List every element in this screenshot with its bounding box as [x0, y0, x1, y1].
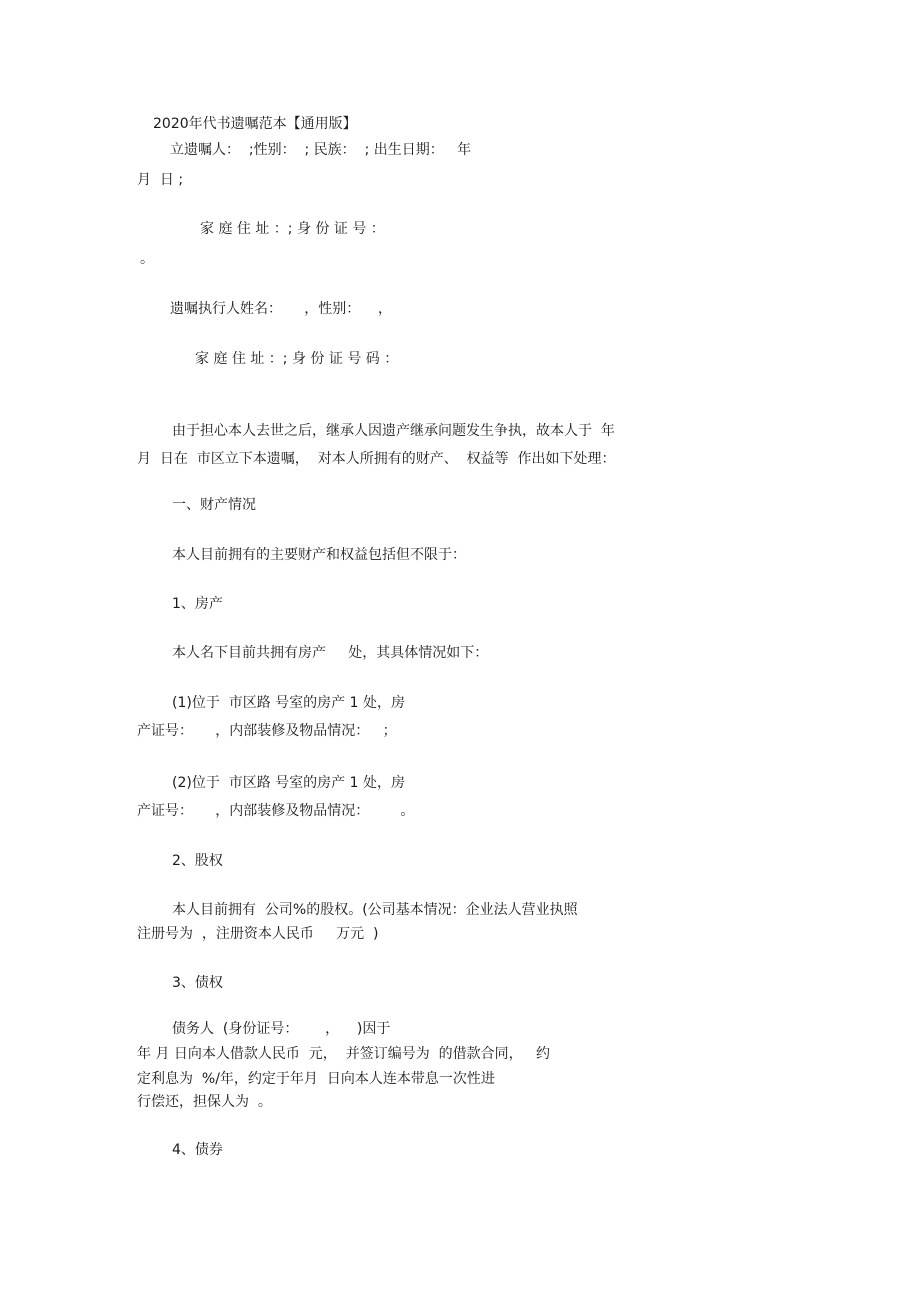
- debt-line-2: 年 月 日向本人借款人民币 元， 并签订编号为 的借款合同， 约: [137, 1046, 550, 1062]
- testator-line-2: 月 日 ;: [137, 172, 184, 188]
- house-2-line-1: (2)位于 市区路 号室的房产 1 处，房: [172, 775, 405, 791]
- debt-line-1: 债务人 (身份证号： ， )因于: [172, 1021, 391, 1037]
- debt-line-3: 定利息为 %/年，约定于年月 日向本人连本带息一次性进: [137, 1071, 495, 1087]
- testator-line-1: 立遗嘱人： ;性别： ; 民族： ; 出生日期： 年: [170, 142, 472, 158]
- equity-line-2: 注册号为 ，注册资本人民币 万元 ): [137, 926, 379, 942]
- item-1-heading: 1、房产: [172, 596, 223, 612]
- testator-address-end: 。: [140, 251, 154, 267]
- executor-line: 遗嘱执行人姓名： ，性别： ，: [170, 301, 393, 317]
- testator-address: 家 庭 住 址 ：; 身 份 证 号 ：: [200, 221, 385, 237]
- preamble-line-1: 由于担心本人去世之后，继承人因遗产继承问题发生争执，故本人于 年: [172, 423, 615, 439]
- document-title: 2020年代书遗嘱范本【通用版】: [153, 116, 357, 132]
- item-1-intro: 本人名下目前共拥有房产 处，其具体情况如下：: [172, 645, 489, 661]
- item-4-heading: 4、债券: [172, 1142, 223, 1158]
- house-2-line-2: 产证号： ，内部装修及物品情况： 。: [137, 803, 415, 819]
- equity-line-1: 本人目前拥有 公司%的股权。(公司基本情况：企业法人营业执照: [172, 902, 578, 918]
- section-1-heading: 一、财产情况: [172, 497, 256, 513]
- item-3-heading: 3、债权: [172, 975, 223, 991]
- item-2-heading: 2、股权: [172, 853, 223, 869]
- house-1-line-2: 产证号： ，内部装修及物品情况： ；: [137, 723, 397, 739]
- section-1-intro: 本人目前拥有的主要财产和权益包括但不限于：: [172, 547, 466, 563]
- executor-address: 家 庭 住 址 ：; 身 份 证 号 码 ：: [195, 351, 399, 367]
- debt-line-4: 行偿还，担保人为 。: [137, 1094, 272, 1110]
- preamble-line-2: 月 日在 市区立下本遗嘱， 对本人所拥有的财产、 权益等 作出如下处理：: [137, 451, 616, 467]
- house-1-line-1: (1)位于 市区路 号室的房产 1 处，房: [172, 695, 405, 711]
